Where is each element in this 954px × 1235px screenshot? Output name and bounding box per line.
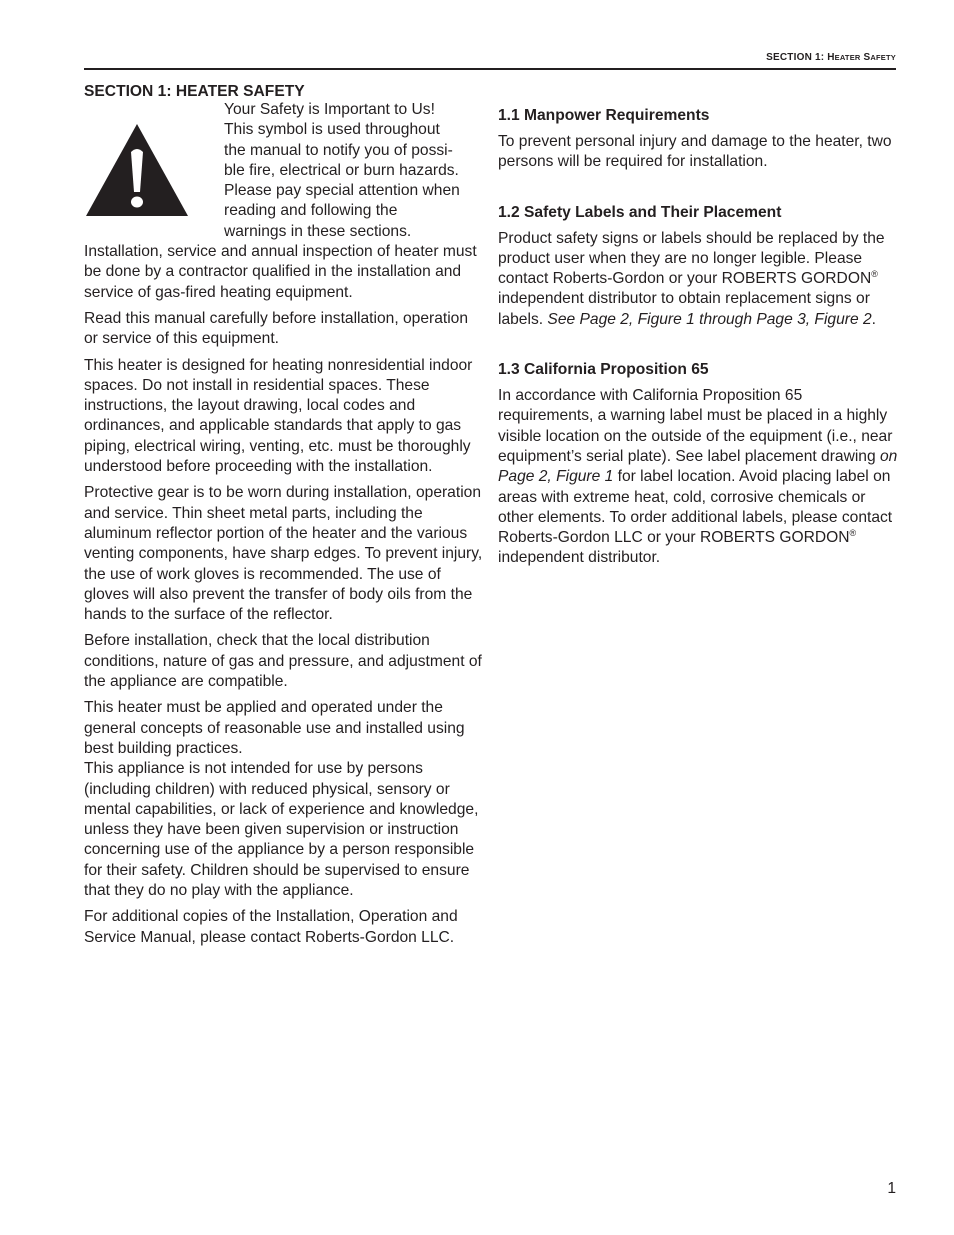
intro-line: the manual to notify you of possi- [224,141,453,159]
intro-text [224,100,486,242]
left-column [84,82,486,954]
running-header-section: SECTION 1: [766,52,828,63]
intro-line: Please pay special attention when [224,182,460,200]
warning-symbol [84,100,224,242]
running-header-s: S [863,52,871,63]
prop65-text-end: independent distributor. [498,549,661,567]
prop65-text-cont: for label location. Avoid placing label on areas with extreme heat, cold, corrosive chemicals or other elements. To order additional labels, please contact Roberts-Gordon LLC or your ROBERTS GORDON [498,468,893,547]
paragraph-best-practices: This heater must be applied and operated under the general concepts of reasonable use and installed using best building practices. [84,699,465,757]
intro-line: ble fire, electrical or burn hazards. [224,161,459,179]
safety-labels-text-cont: independent distributor to obtain replacement signs or labels. [498,290,870,328]
safety-labels-text: Product safety signs or labels should be replaced by the product user when they are no longer legible. Please contact Roberts-Gordon or your ROBERTS GORDON [498,229,885,288]
paragraph-nonresidential: This heater is designed for heating nonresidential indoor spaces. Do not install in residential spaces. These instructions, the layout drawing, local codes and ordinances, and applicable standards that apply to gas piping, electrical wiring, venting, etc. must be thoroughly understood before proceeding with the installation. [84,356,473,476]
section-gap [498,336,898,360]
heading-prop65: 1.3 California Proposition 65 [498,361,709,379]
registered-mark: ® [871,269,878,279]
paragraph-protective-gear: Protective gear is to be worn during installation, operation and service. Thin sheet metal parts, including the aluminum reflector portion of the heater and the various venting components, have sharp edges. To prevent injury, the use of work gloves is recommended. The use of gloves will also prevent the transfer of body oils from the hands to the surface of the reflector. [84,484,483,624]
figure-reference: See Page 2, Figure 1 through Page 3, Figure 2 [547,310,872,328]
prop65-text: In accordance with California Proposition 65 requirements, a warning label must be placed in a highly visible location on the outside of the equipment (i.e., near equipment’s serial plate). See label placement drawing [498,387,893,465]
figure-reference: on Page 2, Figure 1 [498,447,898,486]
paragraph-manpower: To prevent personal injury and damage to the heater, two persons will be required for installation. [498,133,892,171]
running-header-afety: AFETY [870,53,896,62]
section-heading: SECTION 1: HEATER SAFETY [84,83,305,100]
intro-line: Your Safety is Important to Us! [224,101,435,118]
intro-line: This symbol is used throughout [224,121,440,139]
right-column [498,106,898,575]
warning-triangle-icon [84,122,190,218]
safety-labels-end: . [871,310,876,328]
running-header [84,52,896,63]
running-header-h: H [827,52,835,63]
paragraph-persons: This appliance is not intended for use by persons (including children) with reduced physical, sensory or mental capabilities, or lack of experience and knowledge, unless they have been given supervision or instruction concerning use of the appliance by a person responsible for their safety. Children should be supervised to ensure that they do no play with the appliance. [84,760,479,899]
heading-manpower: 1.1 Manpower Requirements [498,107,710,124]
intro-line: reading and following the [224,202,398,220]
section-gap [498,179,898,203]
paragraph-additional-copies: For additional copies of the Installation, Operation and Service Manual, please contact Roberts-Gordon LLC. [84,908,458,946]
paragraph-safety-labels [498,229,898,330]
paragraph-read-manual: Read this manual carefully before installation, operation or service of this equipment. [84,309,469,348]
paragraph-prop65 [498,386,898,569]
running-header-eater: EATER [834,53,861,62]
paragraph-before-installation: Before installation, check that the local distribution conditions, nature of gas and pressure, and adjustment of the appliance are compatible. [84,632,482,691]
heading-safety-labels: 1.2 Safety Labels and Their Placement [498,203,782,221]
page-number: 1 [887,1180,896,1197]
registered-mark: ® [849,527,857,538]
safety-intro [84,100,486,242]
intro-line: warnings in these sections. [224,222,412,240]
header-rule [84,68,896,70]
paragraph-installation: Installation, service and annual inspection of heater must be done by a contractor qualified in the installation and service of gas-fired heating equipment. [84,243,477,301]
